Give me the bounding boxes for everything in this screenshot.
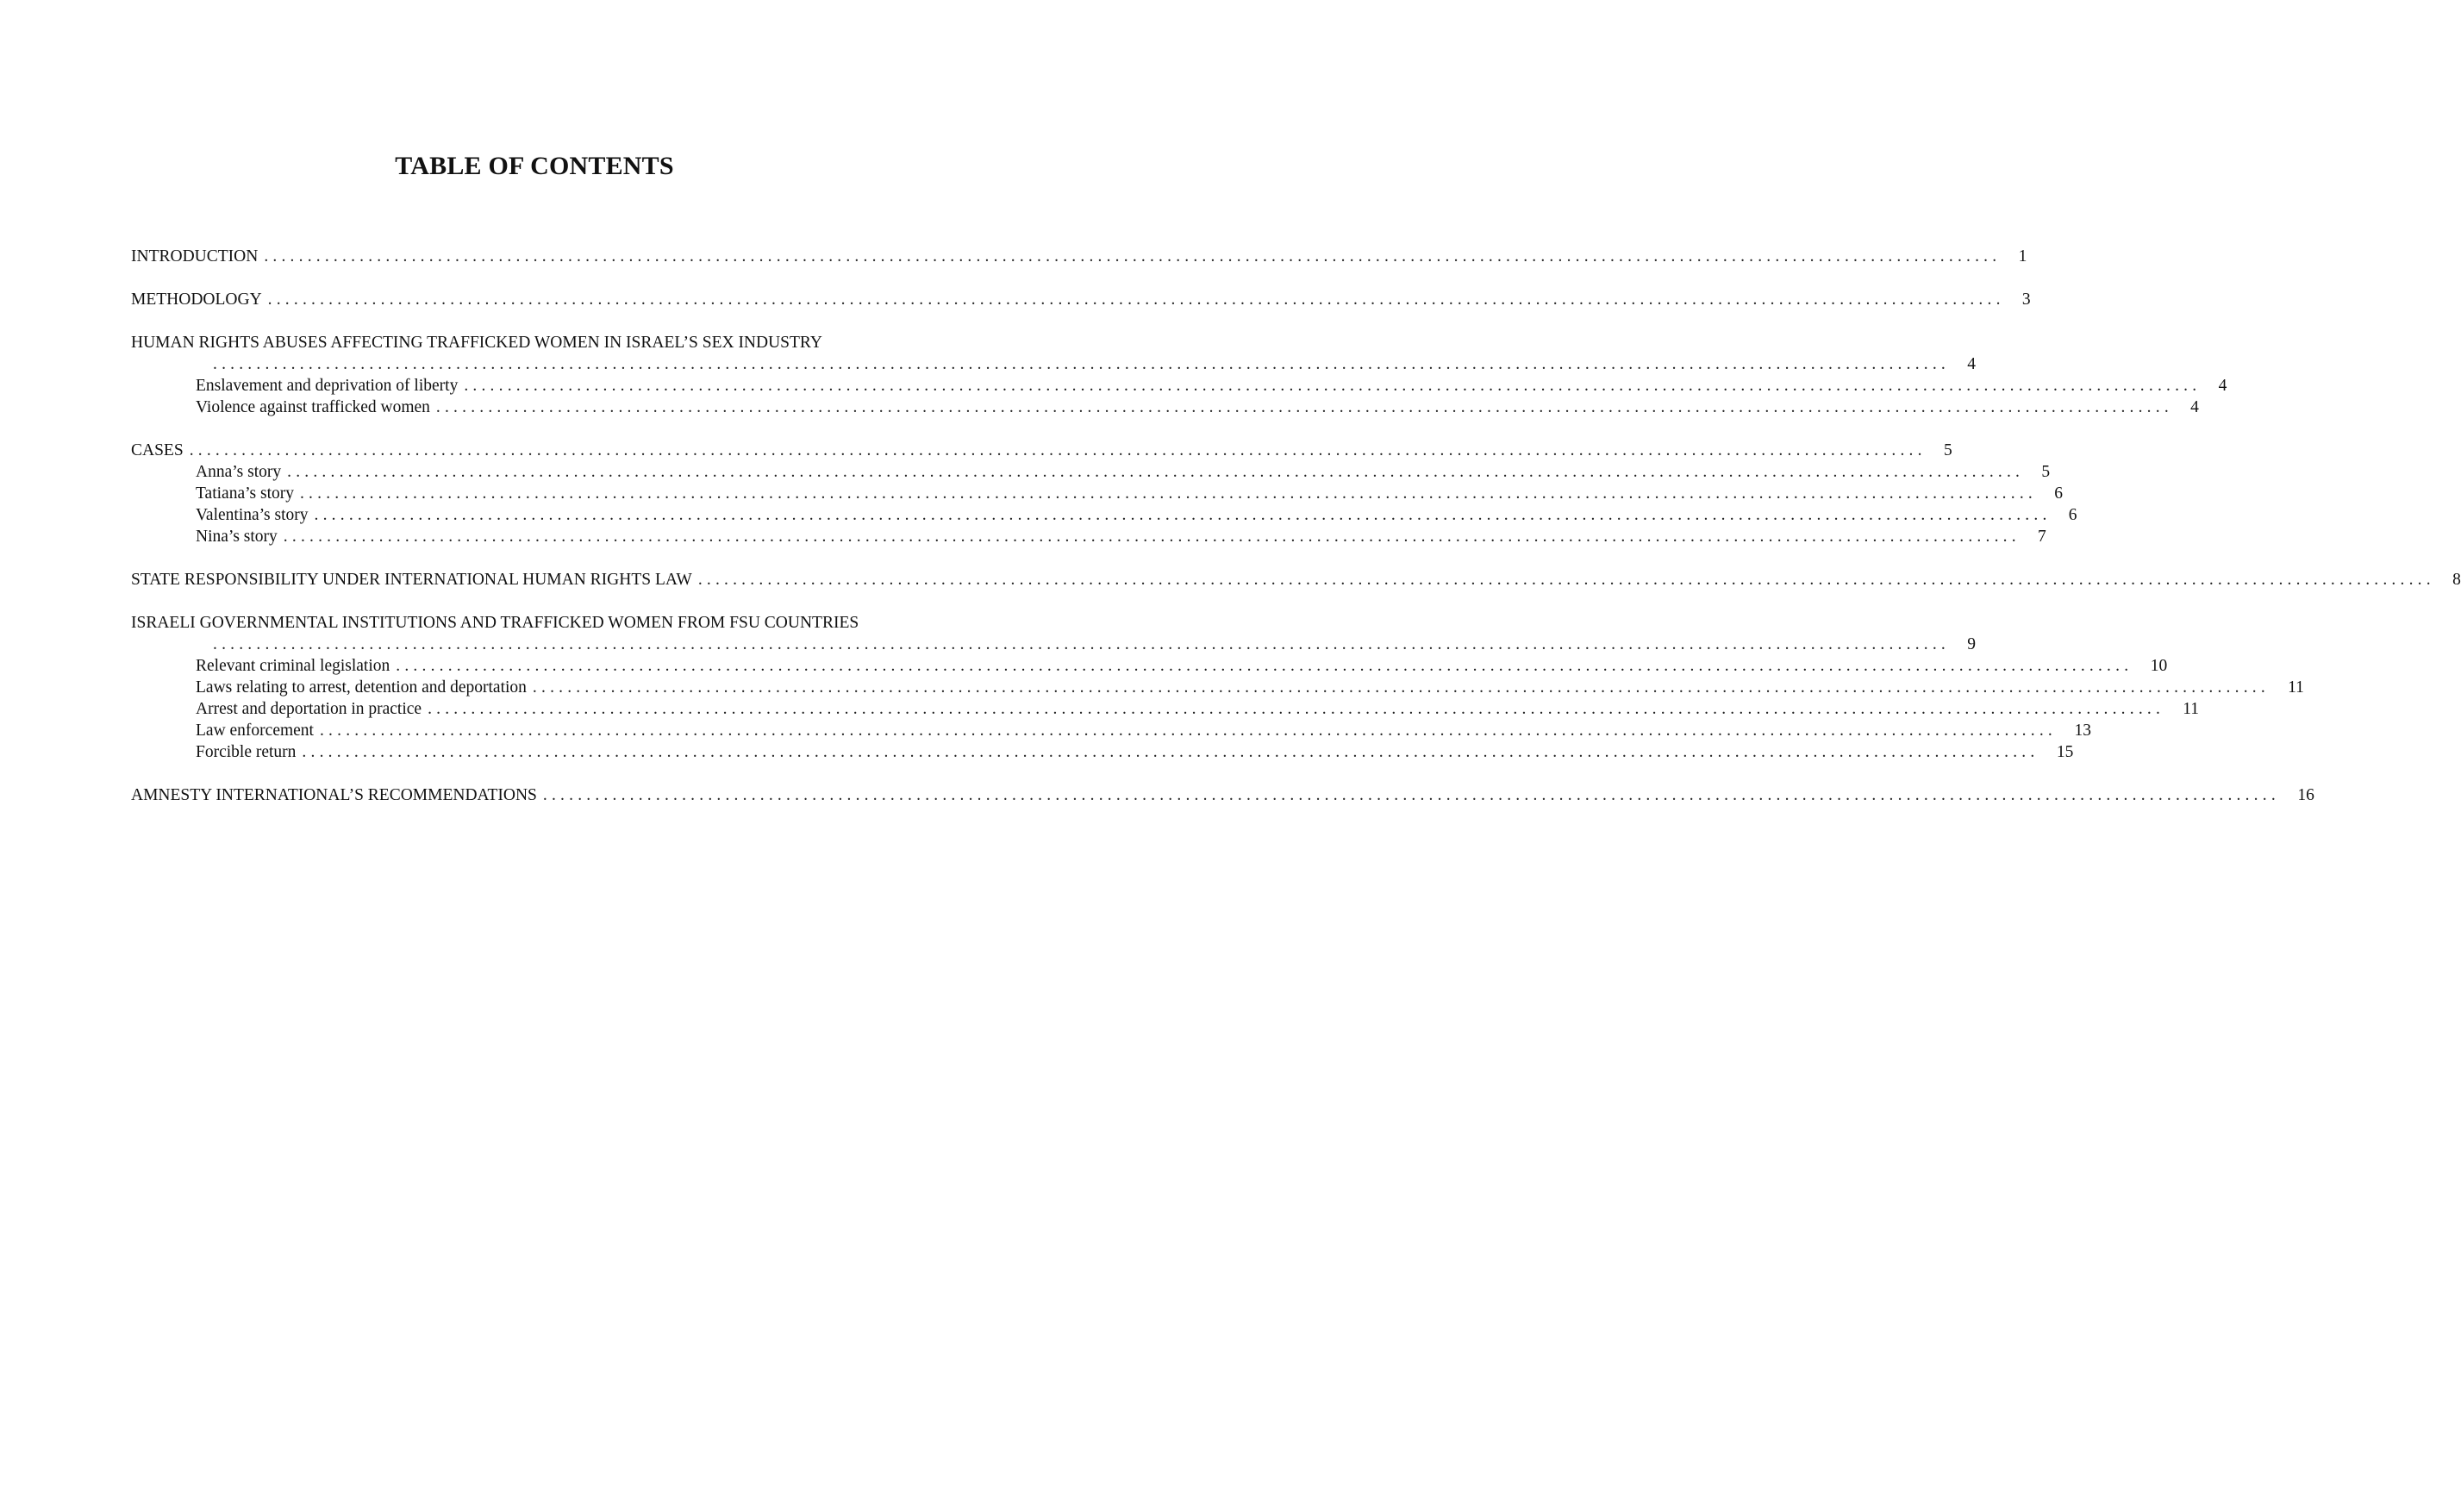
toc-entry-label: Violence against trafficked women <box>196 398 430 416</box>
spacer <box>131 590 946 612</box>
dot-leader: ........................................................................................................................................................................................................ <box>396 657 2133 675</box>
dot-leader: ........................................................................................................................................................................................................ <box>319 722 2057 740</box>
toc-entry-israeli-institutions[interactable] <box>131 612 946 634</box>
spacer <box>131 418 946 440</box>
toc-page-number: 5 <box>2041 463 2051 481</box>
spacer <box>131 310 946 332</box>
toc-entry-cases[interactable] <box>131 440 1952 461</box>
toc-page-number: 6 <box>2054 484 2063 503</box>
toc-subentry-violence[interactable] <box>131 397 2199 418</box>
dot-leader: ........................................................................................................................................................................................................ <box>299 484 2037 503</box>
toc-subentry-forcible-return[interactable] <box>131 741 2074 763</box>
dot-leader: ........................................................................................................................................................................................................ <box>428 700 2165 718</box>
toc-entry-label: Law enforcement <box>196 722 314 740</box>
table-of-contents <box>131 246 2461 806</box>
toc-subentry-anna[interactable] <box>131 461 2051 483</box>
dot-leader: ........................................................................................................................................................................................................ <box>464 377 2202 395</box>
toc-page-number: 16 <box>2297 786 2314 804</box>
toc-page-number: 9 <box>1967 635 1976 653</box>
toc-page-number: 11 <box>2288 678 2304 697</box>
toc-entry-label: INTRODUCTION <box>131 247 259 266</box>
dot-leader: ........................................................................................................................................................................................................ <box>302 743 2039 761</box>
page-title: TABLE OF CONTENTS <box>395 152 674 180</box>
dot-leader: ........................................................................................................................................................................................................ <box>213 355 1950 373</box>
toc-entry-label: HUMAN RIGHTS ABUSES AFFECTING TRAFFICKED WOMEN IN ISRAEL’S SEX INDUSTRY <box>131 334 822 352</box>
toc-entry-introduction[interactable] <box>131 246 2027 267</box>
toc-subentry-enslavement[interactable] <box>131 375 2227 397</box>
toc-entry-israeli-institutions-leader[interactable] <box>131 634 1976 655</box>
toc-subentry-tatiana[interactable] <box>131 483 2063 504</box>
spacer <box>131 763 946 784</box>
spacer <box>131 547 946 569</box>
toc-subentry-arrest-practice[interactable] <box>131 698 2200 720</box>
toc-entry-label: Forcible return <box>196 743 297 761</box>
toc-page-number: 3 <box>2021 291 2031 309</box>
toc-entry-abuses-leader[interactable] <box>131 353 1976 375</box>
toc-page-number: 11 <box>2183 700 2200 718</box>
toc-page-number: 10 <box>2150 657 2168 675</box>
toc-page-number: 15 <box>2056 743 2074 761</box>
toc-page-number: 4 <box>1967 355 1976 373</box>
toc-subentry-nina[interactable] <box>131 526 2046 547</box>
dot-leader: ........................................................................................................................................................................................................ <box>283 528 2021 546</box>
toc-page-number: 7 <box>2038 528 2046 546</box>
dot-leader: ........................................................................................................................................................................................................ <box>287 463 2025 481</box>
toc-subentry-law-enforcement[interactable] <box>131 720 2091 741</box>
dot-leader: ........................................................................................................................................................................................................ <box>264 247 2002 266</box>
toc-entry-label: Laws relating to arrest, detention and deportation <box>196 678 527 697</box>
toc-entry-label: AMNESTY INTERNATIONAL’S RECOMMENDATIONS <box>131 786 537 804</box>
toc-page-number: 4 <box>2190 398 2199 416</box>
toc-page-number: 1 <box>2018 247 2027 266</box>
toc-page-number: 8 <box>2452 571 2461 589</box>
toc-page-number: 13 <box>2074 722 2091 740</box>
dot-leader: ........................................................................................................................................................................................................ <box>532 678 2270 697</box>
toc-entry-label: CASES <box>131 441 184 459</box>
spacer <box>131 267 946 289</box>
dot-leader: ........................................................................................................................................................................................................ <box>189 441 1927 459</box>
toc-entry-label: STATE RESPONSIBILITY UNDER INTERNATIONAL HUMAN RIGHTS LAW <box>131 571 692 589</box>
toc-page-number: 4 <box>2218 377 2227 395</box>
toc-entry-label: Enslavement and deprivation of liberty <box>196 377 459 395</box>
toc-entry-label: METHODOLOGY <box>131 291 262 309</box>
dot-leader: ........................................................................................................................................................................................................ <box>267 291 2005 309</box>
toc-entry-state-responsibility[interactable] <box>131 569 2461 590</box>
toc-subentry-arrest-laws[interactable] <box>131 677 2304 698</box>
toc-entry-recommendations[interactable] <box>131 784 2314 806</box>
toc-entry-label: Tatiana’s story <box>196 484 294 503</box>
dot-leader: ........................................................................................................................................................................................................ <box>542 786 2280 804</box>
dot-leader: ........................................................................................................................................................................................................ <box>697 571 2435 589</box>
toc-page-number: 5 <box>1943 441 1952 459</box>
toc-page-number: 6 <box>2068 506 2077 524</box>
toc-entry-label: Relevant criminal legislation <box>196 657 390 675</box>
toc-entry-label: Arrest and deportation in practice <box>196 700 422 718</box>
dot-leader: ........................................................................................................................................................................................................ <box>213 635 1950 653</box>
toc-entry-label: ISRAELI GOVERNMENTAL INSTITUTIONS AND TRAFFICKED WOMEN FROM FSU COUNTRIES <box>131 614 859 632</box>
toc-entry-methodology[interactable] <box>131 289 2031 310</box>
toc-entry-label: Anna’s story <box>196 463 282 481</box>
dot-leader: ........................................................................................................................................................................................................ <box>435 398 2173 416</box>
toc-entry-label: Nina’s story <box>196 528 278 546</box>
dot-leader: ........................................................................................................................................................................................................ <box>314 506 2052 524</box>
toc-subentry-criminal-legislation[interactable] <box>131 655 2168 677</box>
toc-entry-label: Valentina’s story <box>196 506 309 524</box>
toc-entry-abuses[interactable] <box>131 332 946 353</box>
toc-subentry-valentina[interactable] <box>131 504 2077 526</box>
